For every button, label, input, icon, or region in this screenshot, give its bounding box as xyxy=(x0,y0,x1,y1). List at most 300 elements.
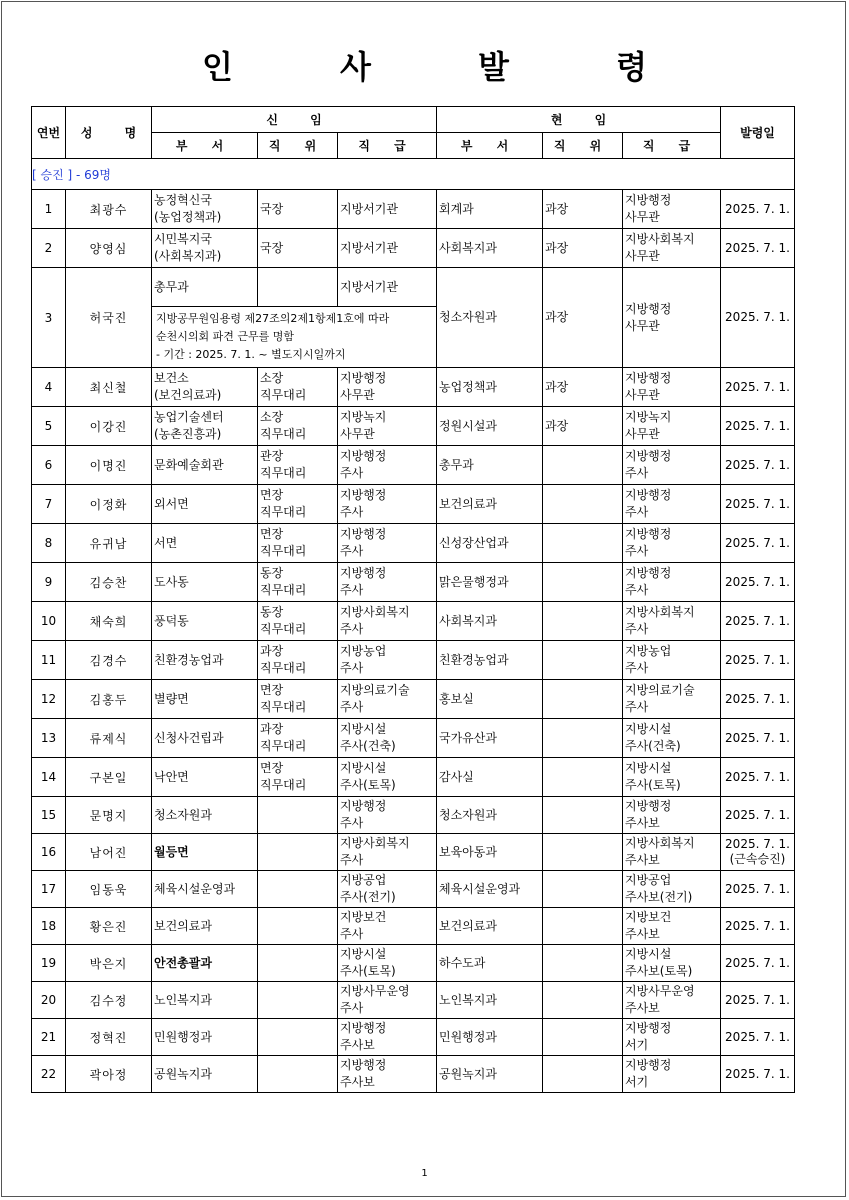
cur-grade-cell xyxy=(623,229,721,268)
cur-grade-cell xyxy=(623,797,721,834)
new-dept-cell-line: 농정혁신국 xyxy=(154,193,212,207)
new-grade-cell-line: 주사 xyxy=(340,505,364,519)
cur-position-cell xyxy=(543,834,623,871)
cur-position-cell xyxy=(543,485,623,524)
effective-date-value: 2025. 7. 1. xyxy=(725,574,790,589)
cur-grade-cell-line: 주사보 xyxy=(625,816,660,830)
cur-grade-cell xyxy=(623,1056,721,1093)
cur-dept-cell-line: 공원녹지과 xyxy=(439,1066,497,1081)
table-row xyxy=(32,368,795,407)
table-row xyxy=(32,982,795,1019)
cur-grade-cell-line: 주사보 xyxy=(625,927,660,941)
new-position-cell xyxy=(258,268,338,307)
new-position-cell-line: 면장 xyxy=(260,527,284,541)
new-dept-cell xyxy=(152,1056,258,1093)
cur-grade-cell-line: 주사 xyxy=(625,622,649,636)
new-grade-cell-line: 지방행정 xyxy=(340,527,387,541)
new-dept-cell xyxy=(152,563,258,602)
row-number: 14 xyxy=(32,758,66,797)
cur-position-cell xyxy=(543,268,623,368)
new-dept-cell xyxy=(152,834,258,871)
new-grade-cell xyxy=(338,834,437,871)
table-row xyxy=(32,871,795,908)
effective-date xyxy=(721,446,795,485)
cur-position-cell-line xyxy=(545,881,620,898)
cur-grade-cell-line: 사무관 xyxy=(625,249,660,263)
cur-dept-cell-line: 하수도과 xyxy=(439,955,486,970)
row-number: 21 xyxy=(32,1019,66,1056)
new-position-cell-line: 동장 xyxy=(260,605,284,619)
row-number: 10 xyxy=(32,602,66,641)
new-dept-cell-line: (보건의료과) xyxy=(154,388,222,402)
person-name: 김홍두 xyxy=(66,680,152,719)
person-name: 임동욱 xyxy=(66,871,152,908)
cur-position-cell-line: 과장 xyxy=(545,379,569,394)
new-dept-cell xyxy=(152,982,258,1019)
cur-position-cell-line xyxy=(545,918,620,935)
document-title: 인 사 발 령 xyxy=(201,48,696,86)
new-grade-cell-line: 지방서기관 xyxy=(340,279,398,294)
cur-dept-cell-line: 보건의료과 xyxy=(439,918,497,933)
new-grade-cell xyxy=(338,680,437,719)
table-row xyxy=(32,229,795,268)
new-position-cell-line xyxy=(260,807,335,824)
cur-dept-cell-line: 농업정책과 xyxy=(439,379,497,394)
cur-grade-cell xyxy=(623,834,721,871)
new-grade-cell-line: 지방시설 xyxy=(340,761,387,775)
cur-grade-cell-line: 지방사회복지 xyxy=(625,232,695,246)
table-row xyxy=(32,945,795,982)
effective-date xyxy=(721,229,795,268)
new-grade-cell xyxy=(338,407,437,446)
cur-grade-cell-line: 서기 xyxy=(625,1075,649,1089)
new-grade-cell xyxy=(338,908,437,945)
new-grade-cell xyxy=(338,1019,437,1056)
dispatch-note xyxy=(152,307,437,368)
table-row xyxy=(32,719,795,758)
effective-date-value: 2025. 7. 1. xyxy=(725,881,790,896)
cur-position-cell-line xyxy=(545,496,620,513)
cur-position-cell-line: 과장 xyxy=(545,310,569,324)
row-number: 12 xyxy=(32,680,66,719)
table-row xyxy=(32,641,795,680)
new-position-cell xyxy=(258,1056,338,1093)
cur-grade-cell-line: 지방행정 xyxy=(625,527,672,541)
new-position-cell-line: 직무대리 xyxy=(260,778,307,792)
cur-position-cell xyxy=(543,1019,623,1056)
new-position-cell-line: 면장 xyxy=(260,761,284,775)
table-row xyxy=(32,1056,795,1093)
effective-date-value: 2025. 7. 1. xyxy=(725,992,790,1007)
cur-dept-cell xyxy=(437,719,543,758)
cur-position-cell-line xyxy=(545,955,620,972)
note-line: - 기간 : 2025. 7. 1. ~ 별도지시일까지 xyxy=(156,348,346,361)
cur-position-cell xyxy=(543,524,623,563)
person-name: 박은지 xyxy=(66,945,152,982)
cur-position-cell xyxy=(543,368,623,407)
cur-grade-cell-line: 지방의료기술 xyxy=(625,683,695,697)
col-new-post: 신 임 xyxy=(152,107,437,133)
cur-grade-cell-line: 지방녹지 xyxy=(625,410,672,424)
person-name: 이강진 xyxy=(66,407,152,446)
cur-dept-cell-line: 청소자원과 xyxy=(439,807,497,822)
person-name: 양영심 xyxy=(66,229,152,268)
row-number: 11 xyxy=(32,641,66,680)
new-grade-cell-line: 사무관 xyxy=(340,388,375,402)
cur-position-cell-line: 과장 xyxy=(545,201,569,216)
cur-position-cell xyxy=(543,190,623,229)
new-grade-cell-line: 주사 xyxy=(340,622,364,636)
new-grade-cell xyxy=(338,797,437,834)
cur-position-cell-line xyxy=(545,1029,620,1046)
effective-date xyxy=(721,982,795,1019)
new-dept-cell-line: 낙안면 xyxy=(154,769,189,784)
person-name: 김경수 xyxy=(66,641,152,680)
new-position-cell xyxy=(258,563,338,602)
cur-grade-cell xyxy=(623,908,721,945)
cur-grade-cell xyxy=(623,945,721,982)
new-position-cell xyxy=(258,407,338,446)
new-position-cell-line xyxy=(260,1066,335,1083)
row-number: 13 xyxy=(32,719,66,758)
row-number: 16 xyxy=(32,834,66,871)
table-row xyxy=(32,407,795,446)
effective-date-value: 2025. 7. 1. xyxy=(725,379,790,394)
table-row xyxy=(32,268,795,307)
new-dept-cell xyxy=(152,680,258,719)
col-cur-dept: 부 서 xyxy=(437,133,543,159)
cur-position-cell xyxy=(543,758,623,797)
new-position-cell xyxy=(258,945,338,982)
cur-dept-cell-line: 체육시설운영과 xyxy=(439,881,521,896)
new-grade-cell-line: 지방의료기술 xyxy=(340,683,410,697)
new-grade-cell xyxy=(338,368,437,407)
new-grade-cell-line: 주사보 xyxy=(340,1075,375,1089)
new-grade-cell xyxy=(338,871,437,908)
table-row xyxy=(32,485,795,524)
new-grade-cell xyxy=(338,485,437,524)
person-name: 곽아정 xyxy=(66,1056,152,1093)
person-name: 이명진 xyxy=(66,446,152,485)
cur-position-cell xyxy=(543,229,623,268)
cur-position-cell xyxy=(543,1056,623,1093)
new-position-cell-line: 직무대리 xyxy=(260,583,307,597)
new-dept-cell-line: 청소자원과 xyxy=(154,807,212,822)
new-position-cell-line: 동장 xyxy=(260,566,284,580)
new-dept-cell-line: 총무과 xyxy=(154,279,189,294)
new-position-cell-line xyxy=(260,881,335,898)
table-row xyxy=(32,908,795,945)
cur-position-cell xyxy=(543,908,623,945)
effective-date xyxy=(721,524,795,563)
new-position-cell xyxy=(258,641,338,680)
new-grade-cell-line: 지방농업 xyxy=(340,644,387,658)
promotion-type: (근속승진) xyxy=(729,852,786,866)
cur-position-cell-line xyxy=(545,535,620,552)
new-dept-cell-line: 시민복지국 xyxy=(154,232,212,246)
new-position-cell xyxy=(258,446,338,485)
new-grade-cell-line: 지방사회복지 xyxy=(340,605,410,619)
cur-dept-cell xyxy=(437,229,543,268)
new-dept-cell-line: 보건의료과 xyxy=(154,918,212,933)
new-position-cell-line: 직무대리 xyxy=(260,466,307,480)
cur-grade-cell xyxy=(623,719,721,758)
col-seq: 연번 xyxy=(32,107,66,159)
cur-grade-cell-line: 지방시설 xyxy=(625,947,672,961)
new-grade-cell-line: 지방시설 xyxy=(340,722,387,736)
new-dept-cell-line: 외서면 xyxy=(154,496,189,511)
effective-date xyxy=(721,190,795,229)
new-grade-cell xyxy=(338,1056,437,1093)
effective-date: 2025. 7. 1. xyxy=(721,268,795,368)
new-grade-cell-line: 지방행정 xyxy=(340,1021,387,1035)
row-number: 17 xyxy=(32,871,66,908)
new-dept-cell xyxy=(152,368,258,407)
new-dept-cell-line: 신청사건립과 xyxy=(154,730,224,745)
cur-dept-cell xyxy=(437,797,543,834)
effective-date xyxy=(721,908,795,945)
cur-dept-cell-line: 정원시설과 xyxy=(439,418,497,433)
row-number: 2 xyxy=(32,229,66,268)
new-grade-cell-line: 주사(토목) xyxy=(340,778,396,792)
cur-dept-cell xyxy=(437,407,543,446)
new-grade-cell-line: 주사 xyxy=(340,583,364,597)
new-dept-cell-line: 도사동 xyxy=(154,574,189,589)
cur-grade-cell-line: 지방시설 xyxy=(625,761,672,775)
new-dept-cell-line: (사회복지과) xyxy=(154,249,222,263)
cur-dept-cell-line: 회계과 xyxy=(439,201,474,216)
new-dept-cell-line: 노인복지과 xyxy=(154,992,212,1007)
new-position-cell-line xyxy=(260,918,335,935)
effective-date xyxy=(721,797,795,834)
page-number: 1 xyxy=(421,1168,428,1179)
cur-grade-cell xyxy=(623,524,721,563)
cur-position-cell xyxy=(543,680,623,719)
new-grade-cell xyxy=(338,563,437,602)
new-grade-cell-line: 사무관 xyxy=(340,427,375,441)
effective-date xyxy=(721,368,795,407)
cur-position-cell xyxy=(543,719,623,758)
table-row xyxy=(32,1019,795,1056)
cur-grade-cell-line: 주사 xyxy=(625,544,649,558)
new-dept-cell-line: 월등면 xyxy=(154,844,189,859)
table-row xyxy=(32,758,795,797)
cur-position-cell-line: 과장 xyxy=(545,418,569,433)
cur-position-cell xyxy=(543,407,623,446)
cur-position-cell-line: 과장 xyxy=(545,240,569,255)
cur-dept-cell-line: 사회복지과 xyxy=(439,240,497,255)
new-dept-cell-line: 친환경농업과 xyxy=(154,652,224,667)
row-number: 15 xyxy=(32,797,66,834)
new-position-cell-line: 국장 xyxy=(260,201,284,216)
new-dept-cell xyxy=(152,407,258,446)
new-position-cell xyxy=(258,908,338,945)
cur-grade-cell-line: 지방행정 xyxy=(625,371,672,385)
cur-grade-cell xyxy=(623,407,721,446)
new-grade-cell-line: 주사(전기) xyxy=(340,890,396,904)
person-name: 유귀남 xyxy=(66,524,152,563)
new-position-cell-line: 직무대리 xyxy=(260,544,307,558)
effective-date xyxy=(721,641,795,680)
cur-grade-cell-line: 지방보건 xyxy=(625,910,672,924)
person-name: 정혁진 xyxy=(66,1019,152,1056)
cur-grade-cell-line: 지방사회복지 xyxy=(625,605,695,619)
cur-dept-cell-line: 홍보실 xyxy=(439,691,474,706)
effective-date-value: 2025. 7. 1. xyxy=(725,652,790,667)
cur-dept-cell xyxy=(437,641,543,680)
new-position-cell-line: 직무대리 xyxy=(260,622,307,636)
effective-date-value: 2025. 7. 1. xyxy=(725,1066,790,1081)
effective-date xyxy=(721,1019,795,1056)
new-dept-cell-line: 풍덕동 xyxy=(154,613,189,628)
new-grade-cell-line: 주사(토목) xyxy=(340,964,396,978)
new-position-cell-line: 소장 xyxy=(260,371,284,385)
effective-date xyxy=(721,758,795,797)
cur-dept-cell-line: 감사실 xyxy=(439,769,474,784)
effective-date-value: 2025. 7. 1. xyxy=(725,918,790,933)
new-dept-cell xyxy=(152,524,258,563)
cur-position-cell-line xyxy=(545,730,620,747)
cur-dept-cell-line: 노인복지과 xyxy=(439,992,497,1007)
col-current-post: 현 임 xyxy=(437,107,721,133)
cur-grade-cell-line: 지방공업 xyxy=(625,873,672,887)
new-position-cell xyxy=(258,680,338,719)
effective-date-value: 2025. 7. 1. xyxy=(725,496,790,511)
cur-grade-cell-line: 지방시설 xyxy=(625,722,672,736)
cur-grade-cell xyxy=(623,485,721,524)
table-row xyxy=(32,602,795,641)
cur-grade-cell-line: 주사보 xyxy=(625,1001,660,1015)
new-dept-cell xyxy=(152,719,258,758)
new-position-cell-line: 직무대리 xyxy=(260,739,307,753)
personnel-table xyxy=(31,106,795,1093)
new-dept-cell xyxy=(152,268,258,307)
table-row xyxy=(32,524,795,563)
person-name: 김승찬 xyxy=(66,563,152,602)
new-position-cell xyxy=(258,485,338,524)
col-new-grade: 직 급 xyxy=(338,133,437,159)
new-position-cell-line: 관장 xyxy=(260,449,284,463)
new-grade-cell-line: 주사 xyxy=(340,661,364,675)
cur-dept-cell xyxy=(437,834,543,871)
cur-grade-cell xyxy=(623,602,721,641)
new-grade-cell xyxy=(338,524,437,563)
new-grade-cell xyxy=(338,446,437,485)
new-position-cell-line: 직무대리 xyxy=(260,427,307,441)
new-position-cell xyxy=(258,797,338,834)
cur-grade-cell-line: 지방행정 xyxy=(625,193,672,207)
effective-date-value: 2025. 7. 1. xyxy=(725,807,790,822)
new-grade-cell-line: 주사(건축) xyxy=(340,739,396,753)
table-row xyxy=(32,446,795,485)
new-dept-cell-line: 민원행정과 xyxy=(154,1029,212,1044)
effective-date xyxy=(721,485,795,524)
cur-position-cell-line xyxy=(545,613,620,630)
effective-date-value: 2025. 7. 1. xyxy=(725,730,790,745)
new-grade-cell-line: 지방사무운영 xyxy=(340,984,410,998)
new-grade-cell-line: 주사 xyxy=(340,927,364,941)
col-effective-date: 발령일 xyxy=(721,107,795,159)
cur-position-cell-line xyxy=(545,807,620,824)
new-dept-cell xyxy=(152,190,258,229)
table-row xyxy=(32,563,795,602)
new-position-cell-line: 직무대리 xyxy=(260,700,307,714)
cur-grade-cell-line: 주사 xyxy=(625,583,649,597)
new-dept-cell xyxy=(152,871,258,908)
person-name: 황은진 xyxy=(66,908,152,945)
new-grade-cell-line: 지방서기관 xyxy=(340,201,398,216)
cur-position-cell xyxy=(543,871,623,908)
cur-position-cell-line xyxy=(545,691,620,708)
new-dept-cell xyxy=(152,446,258,485)
new-dept-cell-line: (농촌진흥과) xyxy=(154,427,222,441)
cur-grade-cell-line: 주사보(전기) xyxy=(625,890,693,904)
cur-grade-cell xyxy=(623,563,721,602)
new-position-cell xyxy=(258,834,338,871)
col-name: 성 명 xyxy=(66,107,152,159)
new-position-cell xyxy=(258,1019,338,1056)
cur-dept-cell xyxy=(437,524,543,563)
effective-date-value: 2025. 7. 1. xyxy=(725,769,790,784)
new-dept-cell-line: (농업정책과) xyxy=(154,210,222,224)
cur-grade-cell xyxy=(623,368,721,407)
new-grade-cell-line: 지방행정 xyxy=(340,566,387,580)
row-number: 4 xyxy=(32,368,66,407)
effective-date-value: 2025. 7. 1. xyxy=(725,1029,790,1044)
effective-date xyxy=(721,834,795,871)
cur-grade-cell xyxy=(623,446,721,485)
cur-grade-cell-line: 지방농업 xyxy=(625,644,672,658)
new-dept-cell xyxy=(152,229,258,268)
cur-grade-cell-line: 지방사회복지 xyxy=(625,836,695,850)
new-position-cell xyxy=(258,982,338,1019)
new-dept-cell-line: 보건소 xyxy=(154,371,189,385)
person-name: 문명지 xyxy=(66,797,152,834)
effective-date xyxy=(721,563,795,602)
cur-grade-cell-line: 주사(토목) xyxy=(625,778,681,792)
cur-grade-cell-line: 사무관 xyxy=(625,388,660,402)
new-dept-cell xyxy=(152,797,258,834)
cur-grade-cell-line: 지방행정 xyxy=(625,449,672,463)
new-grade-cell-line: 지방행정 xyxy=(340,488,387,502)
cur-grade-cell-line: 지방행정 xyxy=(625,1058,672,1072)
new-grade-cell xyxy=(338,229,437,268)
new-position-cell-line xyxy=(260,955,335,972)
new-dept-cell-line: 별량면 xyxy=(154,691,189,706)
row-number: 22 xyxy=(32,1056,66,1093)
cur-dept-cell-line: 청소자원과 xyxy=(439,310,497,324)
new-grade-cell-line: 지방보건 xyxy=(340,910,387,924)
new-grade-cell-line: 주사 xyxy=(340,1001,364,1015)
new-dept-cell xyxy=(152,1019,258,1056)
new-position-cell-line: 소장 xyxy=(260,410,284,424)
effective-date xyxy=(721,871,795,908)
new-position-cell xyxy=(258,524,338,563)
effective-date-value: 2025. 7. 1. xyxy=(725,837,790,851)
cur-dept-cell xyxy=(437,758,543,797)
table-row xyxy=(32,190,795,229)
new-grade-cell-line: 지방행정 xyxy=(340,799,387,813)
cur-dept-cell xyxy=(437,446,543,485)
cur-dept-cell xyxy=(437,680,543,719)
cur-dept-cell xyxy=(437,908,543,945)
cur-dept-cell-line: 신성장산업과 xyxy=(439,535,509,550)
new-grade-cell-line: 주사 xyxy=(340,544,364,558)
row-number: 20 xyxy=(32,982,66,1019)
cur-dept-cell xyxy=(437,602,543,641)
new-grade-cell-line: 주사보 xyxy=(340,1038,375,1052)
new-position-cell-line: 직무대리 xyxy=(260,505,307,519)
